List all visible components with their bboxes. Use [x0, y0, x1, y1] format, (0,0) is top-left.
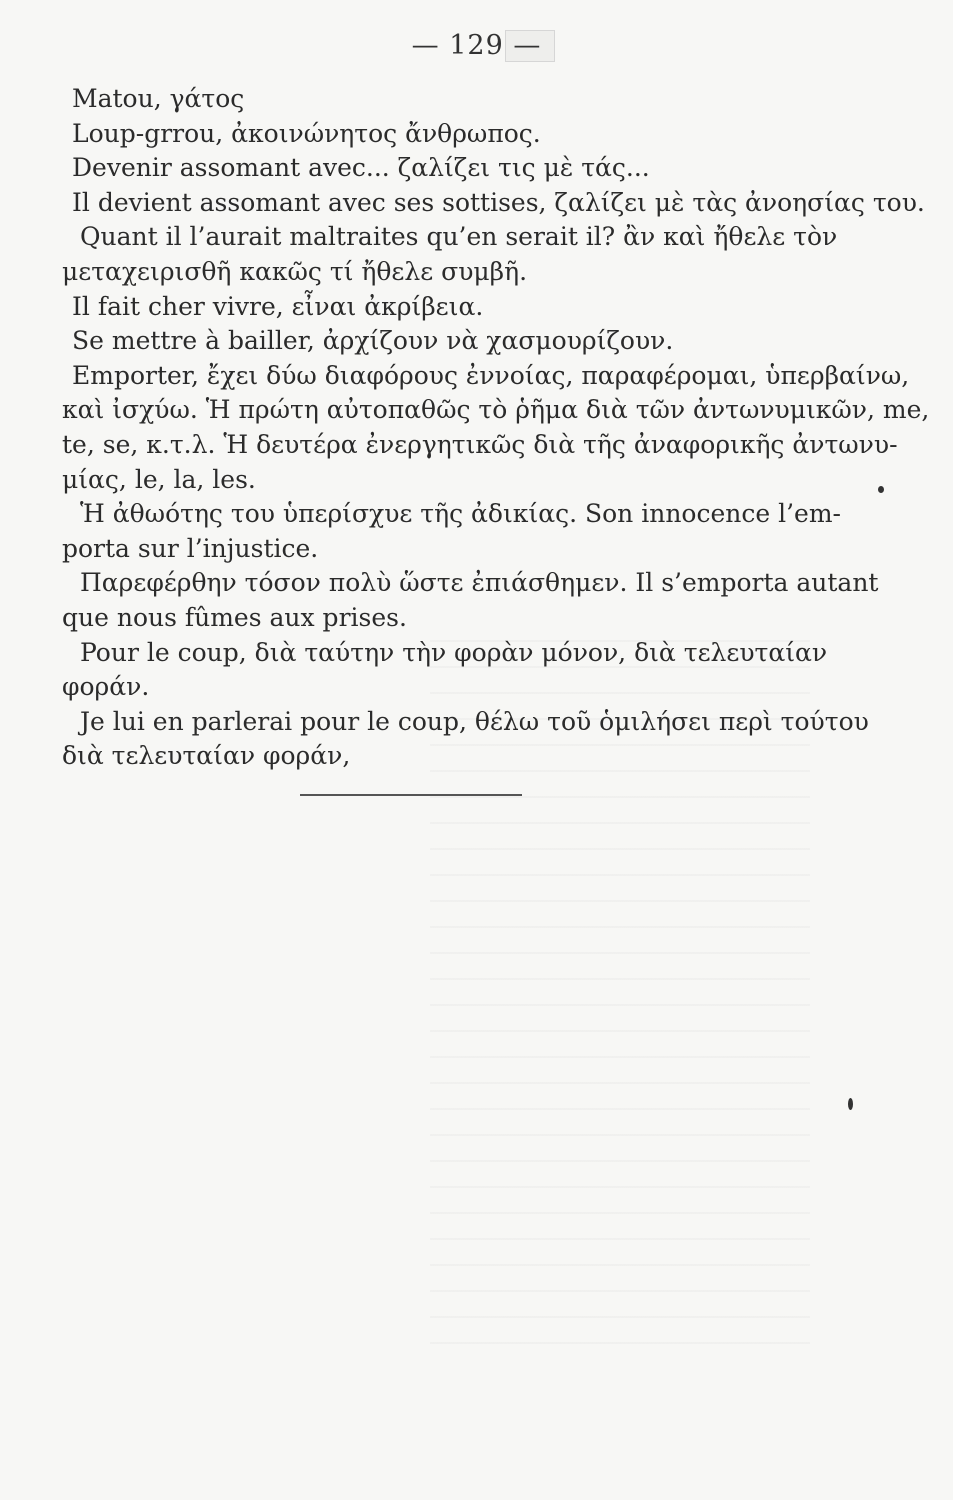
- text-line: μεταχειρισθῆ κακῶς τί ἤθελε συμβῆ.: [62, 256, 528, 286]
- text-line: Il fait cher vivre, εἶναι ἀκρίβεια.: [72, 291, 484, 321]
- page-body: [62, 82, 930, 774]
- section-divider: [300, 794, 522, 796]
- text-line: Pour le coup, διὰ ταύτην τὴν φορὰν μόνον, διὰ τελευταίαν: [80, 637, 828, 667]
- text-line: que nous fûmes aux prises.: [62, 602, 407, 632]
- text-line: Παρεφέρθην τόσον πολὺ ὥστε ἐπιάσθημεν. Il s’emporta autant: [80, 568, 879, 598]
- text-line: Matou, γάτος: [72, 84, 245, 113]
- text-line: καὶ ἰσχύω. Ἡ πρώτη αὐτοπαθῶς τὸ ῥῆμα διὰ τῶν ἀντωνυμικῶν, me,: [62, 395, 930, 425]
- text-line: φοράν.: [62, 672, 150, 702]
- text-line: Je lui en parlerai pour le coup, θέλω τοῦ ὁμιλήσει περὶ τούτου: [80, 706, 869, 736]
- text-line: διὰ τελευταίαν φοράν,: [62, 741, 351, 771]
- text-line: Ἡ ἀθωότης του ὑπερίσχυε τῆς ἀδικίας. Son innocence l’em-: [80, 499, 841, 529]
- text-line: Se mettre à bailler, ἀρχίζουν νὰ χασμουρίζουν.: [72, 326, 674, 356]
- text-line: μίας, le, la, les.: [62, 464, 256, 494]
- text-line: Il devient assomant avec ses sottises, ζαλίζει μὲ τὰς ἀνοησίας του.: [72, 187, 925, 217]
- text-line: Quant il l’aurait maltraites qu’en serait il? ἂν καὶ ἤθελε τὸν: [80, 222, 838, 252]
- text-line: Loup-grrou, ἀκοινώνητος ἄνθρωπος.: [72, 118, 541, 148]
- text-line: porta sur l’injustice.: [62, 533, 319, 563]
- page-number: — 129 —: [411, 30, 542, 61]
- text-line: Emporter, ἔχει δύω διαφόρους ἐννοίας, παραφέρομαι, ὑπερβαίνω,: [72, 360, 910, 390]
- text-line: te, se, κ.τ.λ. Ἡ δευτέρα ἐνεργητικῶς διὰ τῆς ἀναφορικῆς ἀντωνυ-: [62, 429, 898, 459]
- ink-speck: [848, 1098, 853, 1110]
- text-line: Devenir assomant avec... ζαλίζει τις μὲ τάς...: [72, 153, 650, 183]
- ink-speck: [878, 486, 884, 493]
